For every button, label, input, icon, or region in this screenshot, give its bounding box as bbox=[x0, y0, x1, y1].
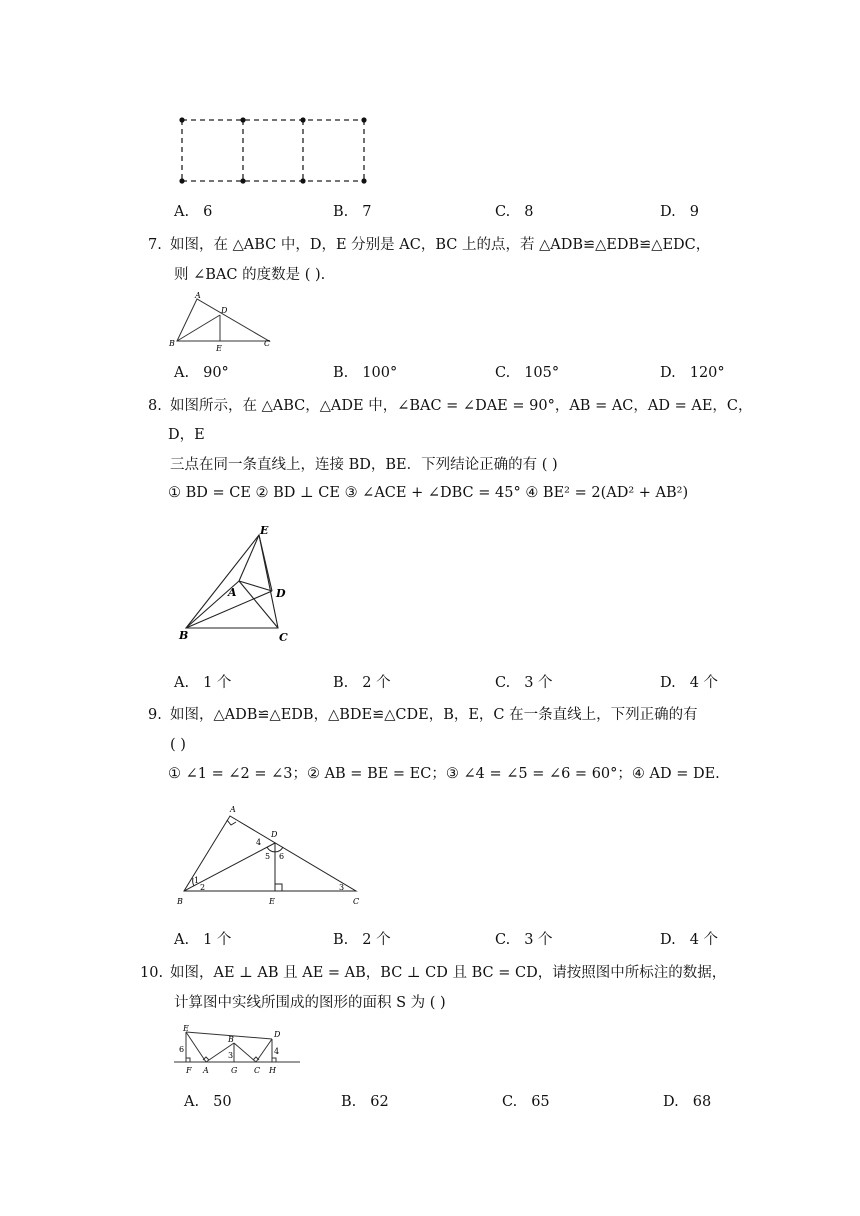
option-label: A. bbox=[184, 1094, 200, 1110]
q10-option-a[interactable] bbox=[184, 1092, 232, 1112]
q9-angle-2: 2 bbox=[200, 883, 206, 892]
q8-number: 8. bbox=[148, 398, 162, 414]
option-label: B. bbox=[333, 675, 349, 691]
q6-dashed-grid-figure bbox=[170, 110, 380, 190]
q8-conclusions: ① BD = CE ② BD ⊥ CE ③ ∠ACE + ∠DBC = 45° ④ BE² = 2(AD² + AB²) bbox=[168, 485, 689, 501]
q10-length-4: 4 bbox=[274, 1047, 280, 1056]
q10-label-a: A bbox=[203, 1066, 209, 1075]
q8-option-d[interactable] bbox=[660, 673, 718, 693]
q10-label-b: B bbox=[228, 1035, 234, 1044]
q10-label-c: C bbox=[254, 1066, 261, 1075]
q8-text-line3: 三点在同一条直线上，连接 BD，BE．下列结论正确的有 ( ) bbox=[170, 457, 558, 473]
option-label: C. bbox=[495, 932, 511, 948]
q10-label-h: H bbox=[269, 1066, 276, 1075]
q7-label-e: E bbox=[216, 344, 222, 352]
q7-option-b[interactable] bbox=[333, 363, 397, 383]
q8-label-d: D bbox=[276, 587, 286, 600]
q9-angle-4: 4 bbox=[256, 838, 262, 847]
q6-option-c[interactable] bbox=[495, 202, 533, 222]
q7-text-line1: 如图，在 △ABC 中，D，E 分别是 AC，BC 上的点，若 △ADB≌△EDB≌△EDC， bbox=[170, 237, 711, 253]
option-label: B. bbox=[333, 932, 349, 948]
q9-label-e: E bbox=[269, 897, 275, 906]
option-label: A. bbox=[174, 932, 190, 948]
option-value: 7 bbox=[362, 204, 372, 220]
option-label: D. bbox=[660, 932, 676, 948]
option-label: D. bbox=[663, 1094, 679, 1110]
q8-text-line1: 如图所示，在 △ABC，△ADE 中，∠BAC = ∠DAE = 90°，AB = AC，AD = AE，C， bbox=[170, 398, 753, 414]
option-value: 1 个 bbox=[203, 932, 232, 948]
q10-option-b[interactable] bbox=[341, 1092, 389, 1112]
option-value: 8 bbox=[524, 204, 534, 220]
q10-option-d[interactable] bbox=[663, 1092, 711, 1112]
q9-conclusions: ① ∠1 = ∠2 = ∠3；② AB = BE = EC；③ ∠4 = ∠5 = ∠6 = 60°；④ AD = DE. bbox=[168, 766, 720, 782]
q9-label-a: A bbox=[230, 805, 236, 814]
q7-number: 7. bbox=[148, 237, 162, 253]
q9-option-c[interactable] bbox=[495, 930, 553, 950]
option-label: A. bbox=[174, 675, 190, 691]
q7-label-a: A bbox=[195, 291, 201, 300]
q10-number: 10. bbox=[140, 965, 164, 981]
option-value: 120° bbox=[689, 365, 725, 381]
option-label: B. bbox=[341, 1094, 357, 1110]
option-value: 105° bbox=[524, 365, 560, 381]
option-value: 1 个 bbox=[203, 675, 232, 691]
q8-label-a: A bbox=[228, 586, 237, 599]
q10-label-e: E bbox=[183, 1024, 189, 1033]
q9-label-c: C bbox=[353, 897, 360, 906]
q10-option-c[interactable] bbox=[502, 1092, 550, 1112]
q8-label-b: B bbox=[179, 629, 189, 642]
q8-option-c[interactable] bbox=[495, 673, 553, 693]
q9-label-d: D bbox=[271, 830, 278, 839]
option-label: D. bbox=[660, 365, 676, 381]
q9-number: 9. bbox=[148, 707, 162, 723]
q10-polygon-figure bbox=[172, 1022, 302, 1077]
q9-text-line2: ( ) bbox=[170, 737, 186, 753]
option-value: 3 个 bbox=[524, 675, 553, 691]
option-value: 90° bbox=[203, 365, 229, 381]
q7-label-b: B bbox=[169, 339, 175, 348]
q8-label-c: C bbox=[279, 631, 288, 644]
q8-option-b[interactable] bbox=[333, 673, 391, 693]
option-label: D. bbox=[660, 675, 676, 691]
option-value: 2 个 bbox=[362, 932, 391, 948]
option-label: B. bbox=[333, 365, 349, 381]
option-label: C. bbox=[502, 1094, 518, 1110]
option-value: 4 个 bbox=[689, 932, 719, 948]
q9-label-b: B bbox=[177, 897, 183, 906]
q7-option-c[interactable] bbox=[495, 363, 559, 383]
q9-angle-6: 6 bbox=[279, 852, 285, 861]
option-label: C. bbox=[495, 204, 511, 220]
q6-option-d[interactable] bbox=[660, 202, 699, 222]
option-label: C. bbox=[495, 675, 511, 691]
q9-option-b[interactable] bbox=[333, 930, 391, 950]
option-label: D. bbox=[660, 204, 676, 220]
option-label: B. bbox=[333, 204, 349, 220]
option-label: A. bbox=[174, 365, 190, 381]
q7-label-c: C bbox=[264, 339, 271, 348]
option-value: 2 个 bbox=[362, 675, 391, 691]
option-value: 9 bbox=[689, 204, 699, 220]
q10-length-6: 6 bbox=[179, 1045, 185, 1054]
option-value: 100° bbox=[362, 365, 398, 381]
q9-angle-5: 5 bbox=[265, 852, 271, 861]
q7-text-line2: 则 ∠BAC 的度数是 ( ). bbox=[174, 267, 326, 283]
q7-option-a[interactable] bbox=[174, 363, 229, 383]
q10-label-d: D bbox=[274, 1030, 281, 1039]
q9-triangle-figure bbox=[172, 800, 367, 910]
option-label: C. bbox=[495, 365, 511, 381]
q10-text-line2: 计算图中实线所围成的图形的面积 S 为 ( ) bbox=[174, 995, 446, 1011]
q6-option-b[interactable] bbox=[333, 202, 372, 222]
q6-option-a[interactable] bbox=[174, 202, 212, 222]
q9-angle-1: 1 bbox=[194, 876, 200, 885]
q7-label-d: D bbox=[221, 306, 228, 315]
option-value: 68 bbox=[692, 1094, 712, 1110]
q8-triangle-figure bbox=[175, 520, 300, 645]
q8-option-a[interactable] bbox=[174, 673, 231, 693]
option-value: 50 bbox=[213, 1094, 232, 1110]
q9-option-a[interactable] bbox=[174, 930, 231, 950]
q10-label-f: F bbox=[186, 1066, 192, 1075]
q9-option-d[interactable] bbox=[660, 930, 718, 950]
q9-text-line1: 如图，△ADB≌△EDB，△BDE≌△CDE，B，E，C 在一条直线上，下列正确的有 bbox=[170, 707, 698, 723]
option-value: 62 bbox=[370, 1094, 389, 1110]
q8-text-line2: D，E bbox=[168, 427, 205, 443]
option-label: A. bbox=[174, 204, 190, 220]
option-value: 3 个 bbox=[524, 932, 553, 948]
q10-label-g: G bbox=[231, 1066, 238, 1075]
option-value: 4 个 bbox=[689, 675, 719, 691]
q7-triangle-figure bbox=[168, 290, 278, 352]
q10-length-3: 3 bbox=[228, 1051, 234, 1060]
q8-label-e: E bbox=[260, 524, 269, 537]
option-value: 6 bbox=[203, 204, 213, 220]
q9-angle-3: 3 bbox=[339, 883, 345, 892]
q10-text-line1: 如图，AE ⊥ AB 且 AE = AB，BC ⊥ CD 且 BC = CD，请按照图中所标注的数据， bbox=[170, 965, 727, 981]
q7-option-d[interactable] bbox=[660, 363, 725, 383]
option-value: 65 bbox=[531, 1094, 550, 1110]
